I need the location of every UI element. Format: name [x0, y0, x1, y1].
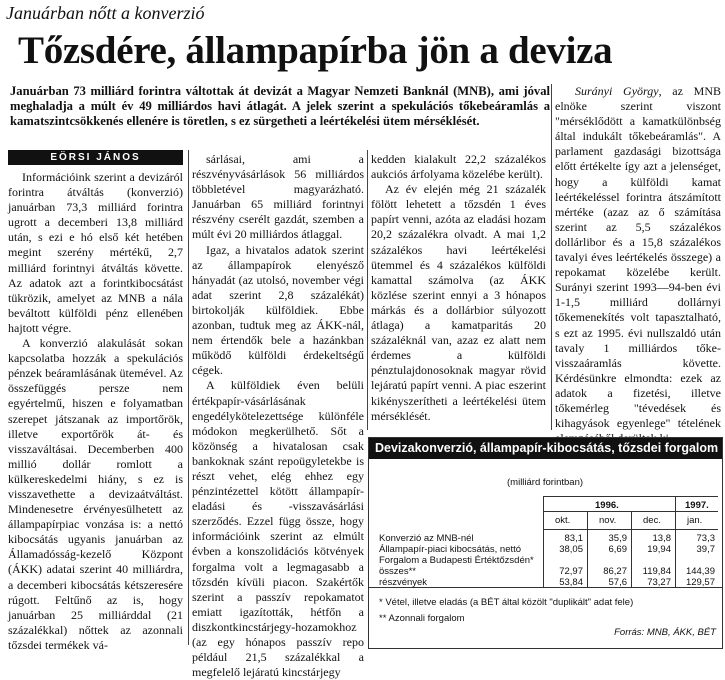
table-cell: 57,6 — [608, 577, 627, 588]
paragraph: Információink szerint a devizáról forintra átváltás (konverzió) januárban 73,3 milliárd forintra ugrott a decemberi 13,8 milliárd után, s ezi e hó első két hetében megint szerény mértékű, 2,7 milliárd forintnyi átváltás követte. Az adatok azt a forintkibocsátást tükrözik, amelyet az MNB a nála beváltott külföldi pénz ellenében hajtott végre. — [8, 170, 183, 335]
paragraph: kedden kialakult 22,2 százalékos aukciós árfolyama közelébe került). — [371, 152, 546, 182]
month-header: jan. — [687, 515, 703, 526]
table-cell: 39,7 — [696, 544, 715, 555]
paragraph: Az év elején még 21 százalék fölött lehetett a tőzsdén 1 éves papírt venni, azóta az eladási hozam 20,2 százalékra olvadt. A mai 1,2 százalékos havi leértékelési ütemmel és 4 százalékos külföldi kamattal számolva (az ÁKK közlése szerint ennyi a 3 hónapos márkás és a dollárbior súlyozott átlaga) a kamatparitás 20 százaléknál van, azaz ez alatt nem érdemes a külföldi pénztulajdonosoknak magyar rövid lejáratú papírt venni. A piac eszerint kikényszerítheti a leértékelési ütem mérséklését. — [371, 182, 546, 423]
footnote: ** Azonnali forgalom — [379, 613, 465, 624]
table-cell: 6,69 — [608, 544, 627, 555]
column-1 — [8, 170, 183, 653]
table-cell: 86,27 — [603, 566, 627, 577]
table-notes — [379, 595, 633, 627]
table-cell: 73,3 — [696, 533, 715, 544]
table-cell: 144,39 — [685, 566, 715, 577]
table-cell: 38,05 — [559, 544, 583, 555]
lead-paragraph: Januárban 73 milliárd forintra váltottak át devizát a Magyar Nemzeti Banknál (MNB), ami jóval meghaladja a múlt év 49 milliárdos havi átlagát. A jelek szerint a spekulációs tőkebeáramlás a kamatszintcsökkenés ellenére is töretlen, s ez sürgetheti a leértékelési ütem mérséklését. — [10, 84, 550, 128]
table-cell: 119,84 — [642, 566, 671, 577]
paragraph: Igaz, a hivatalos adatok szerint az állampapírok elenyésző hányadát (az utolsó, november végi adat szerint 2,8 százalékát) birtokolják külföldiek. Ebbe azonban, tudtuk meg az ÁKK-nál, nem értendők bele a hazánkban működő külföldi érdekeltségű cégek. — [192, 242, 364, 378]
paragraph: Surányi György, az MNB elnöke szerint viszont "mérséklődött a kamatkülönbség által indukált tőkebeáramlás". A parlament gazdasági bizottsága előtt értékelte így azt a jelenséget, hogy a külföldi kamat leértékeléssel forintra átszámított mértéke (azaz az ő számítása szerint az 5,5 százalékos dollárlibor és a 15,8 százalékos tavalyi éves leértékelés összege) a repokamat közelébe került. Surányi szerint 1993—94-ben évi 1-1,5 milliárd dollárnyi tőkemenekítés volt tapasztalható, s ezt az 1995. évi nullszaldó után tavaly 1 milliárdos tőke-visszaáramlás követte. Kérdésünkre elmondta: ezek az adatok a fizetési, illetve tőkemérleg "tévedések és kihagyások egyenlege" tételének — [555, 84, 722, 431]
column-divider — [188, 150, 189, 645]
footnote: * Vétel, illetve eladás (a BÉT által közölt "duplikált" adat fele) — [379, 597, 634, 608]
kicker: Januárban nőtt a konverzió — [6, 3, 205, 23]
table-cell: 73,27 — [647, 577, 671, 588]
table-source: Forrás: MNB, ÁKK, BÉT — [614, 627, 716, 638]
quoted-person: Surányi György — [575, 84, 659, 98]
rule — [675, 496, 676, 587]
paragraph: sárlásai, ami a részvényvásárlások 56 milliárdos többletével magyarázható. Januárban 65 milliárd forintnyi részvény cserélt gazdát, szemben a múlt évi 20 milliárdos átlaggal. — [192, 152, 364, 242]
rule — [631, 511, 632, 587]
paragraph: A külföldiek éven belüli értékpapír-vásárlásának engedélykötelezettsége különféle módokon megkerülhető. Sőt a közönség a hivatalosan csak bankoknak szánt repoügyletekbe is részt vehet, elég ehhez egy pénzintézettel kötött állampapír-eladási és -visszavásárlási szerződés. Ezzel függ össze, hogy információink szerint az elmúlt évben a konszolidációs kötvények forgalma volt a legmagasabb a tőzsdén kívüli piacon. Szakértők szerint a passzív repokamatot emiatt igazították, hétfőn a diszkontkincstárjegy-hozamokhoz (az egy hónapos passzív repo például 21,5 százalékkal a megfelelő lejáratú kincstárjegy — [192, 378, 364, 680]
row-label: Konverzió az MNB-nél — [379, 533, 474, 544]
month-header: nov. — [599, 515, 617, 526]
table-cell: 19,94 — [647, 544, 671, 555]
rule — [543, 496, 718, 497]
column-2 — [192, 152, 364, 680]
year-header: 1996. — [595, 500, 619, 511]
table-cell: 129,57 — [685, 577, 715, 588]
column-4 — [555, 84, 721, 446]
table-cell: 13,8 — [652, 533, 671, 544]
rule — [587, 511, 588, 587]
row-label: részvények — [379, 577, 428, 588]
data-table-box — [368, 437, 723, 649]
table-cell: 72,97 — [559, 566, 583, 577]
column-3 — [371, 152, 546, 424]
table-cell: 53,84 — [559, 577, 583, 588]
headline: Tőzsdére, állampapírba jön a deviza — [18, 29, 613, 72]
author-byline: EÖRSI JÁNOS — [8, 150, 183, 165]
row-label: Forgalom a Budapesti Értéktőzsdén* — [379, 555, 534, 566]
month-header: dec. — [643, 515, 661, 526]
column-divider — [367, 150, 368, 430]
month-header: okt. — [555, 515, 571, 526]
table-unit: (milliárd forintban) — [507, 477, 584, 488]
rule — [543, 496, 544, 587]
paragraph: A konverzió alakulását sokan kapcsolatba hozzák a spekulációs pénzek beáramlásának ütemével. Az összefüggés persze nem egyértelmű, hiszen e folyamatban szerepet játszanak az importőrök, illetve exportőrök át- és visszaváltásai. Decemberben 400 millió dollár romlott a külkereskedelmi hiány, s ez is visszavethette a devizaátváltást. Mindenesetre érvényesülhetett az állampapírpiac vonzása is: a nettó kibocsátás ugyanis januárban az Államadósság-kezelő Központ (ÁKK) adatai szerint 40 milliárdra, a decemberi kibocsátás kétszeresére rúgott. Feltűnő az is, hogy januárban 25 milliárddal (21 százalékkal) nőttek az azonnali tőzsdei termékek vá- — [8, 336, 183, 652]
row-label: Állampapír-piaci kibocsátás, nettó — [379, 544, 522, 555]
table-cell: 35,9 — [608, 533, 627, 544]
table-cell: 83,1 — [564, 533, 583, 544]
row-label: összes** — [379, 566, 416, 577]
table-title: Devizakonverzió, állampapír-kibocsátás, tőzsdei forgalom — [369, 438, 722, 459]
column-divider — [551, 84, 552, 430]
year-header: 1997. — [685, 500, 709, 511]
